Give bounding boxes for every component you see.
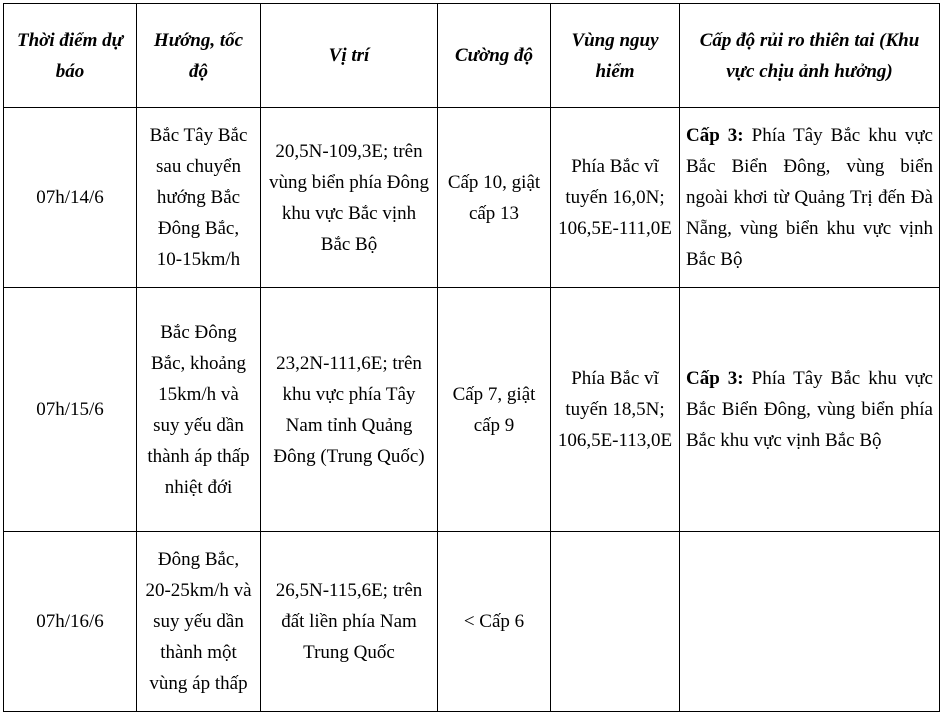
header-row [4,4,940,108]
cell-risk [680,108,940,288]
cell-direction: Đông Bắc, 20-25km/h và suy yếu dần thành một vùng áp thấp [137,532,261,712]
cell-position: 20,5N-109,3E; trên vùng biển phía Đông khu vực Bắc vịnh Bắc Bộ [261,108,438,288]
risk-level-label: Cấp 3: [686,125,744,146]
cell-danger-zone: Phía Bắc vĩ tuyến 18,5N; 106,5E-113,0E [551,288,680,532]
cell-intensity: < Cấp 6 [438,532,551,712]
header-intensity: Cường độ [438,4,551,108]
table-row [4,288,940,532]
table-row [4,532,940,712]
cell-danger-zone: Phía Bắc vĩ tuyến 16,0N; 106,5E-111,0E [551,108,680,288]
cell-danger-zone [551,532,680,712]
cell-position: 23,2N-111,6E; trên khu vực phía Tây Nam tỉnh Quảng Đông (Trung Quốc) [261,288,438,532]
cell-risk [680,532,940,712]
forecast-table [3,3,940,712]
cell-time: 07h/14/6 [4,108,137,288]
cell-time: 07h/16/6 [4,532,137,712]
cell-time: 07h/15/6 [4,288,137,532]
cell-direction: Bắc Tây Bắc sau chuyển hướng Bắc Đông Bắc, 10-15km/h [137,108,261,288]
header-direction: Hướng, tốc độ [137,4,261,108]
cell-position: 26,5N-115,6E; trên đất liền phía Nam Trung Quốc [261,532,438,712]
header-time: Thời điểm dự báo [4,4,137,108]
cell-intensity: Cấp 7, giật cấp 9 [438,288,551,532]
cell-risk [680,288,940,532]
header-risk-level: Cấp độ rủi ro thiên tai (Khu vực chịu ảnh hưởng) [680,4,940,108]
risk-area-text: Phía Tây Bắc khu vực Bắc Biển Đông, vùng biển ngoài khơi từ Quảng Trị đến Đà Nẵng, vùng biển khu vực vịnh Bắc Bộ [686,125,933,270]
risk-area-text: Phía Tây Bắc khu vực Bắc Biển Đông, vùng biển phía Bắc khu vực vịnh Bắc Bộ [686,368,933,451]
cell-direction: Bắc Đông Bắc, khoảng 15km/h và suy yếu dần thành áp thấp nhiệt đới [137,288,261,532]
header-position: Vị trí [261,4,438,108]
cell-intensity: Cấp 10, giật cấp 13 [438,108,551,288]
risk-level-label: Cấp 3: [686,368,744,389]
table-row [4,108,940,288]
header-danger-zone: Vùng nguy hiểm [551,4,680,108]
